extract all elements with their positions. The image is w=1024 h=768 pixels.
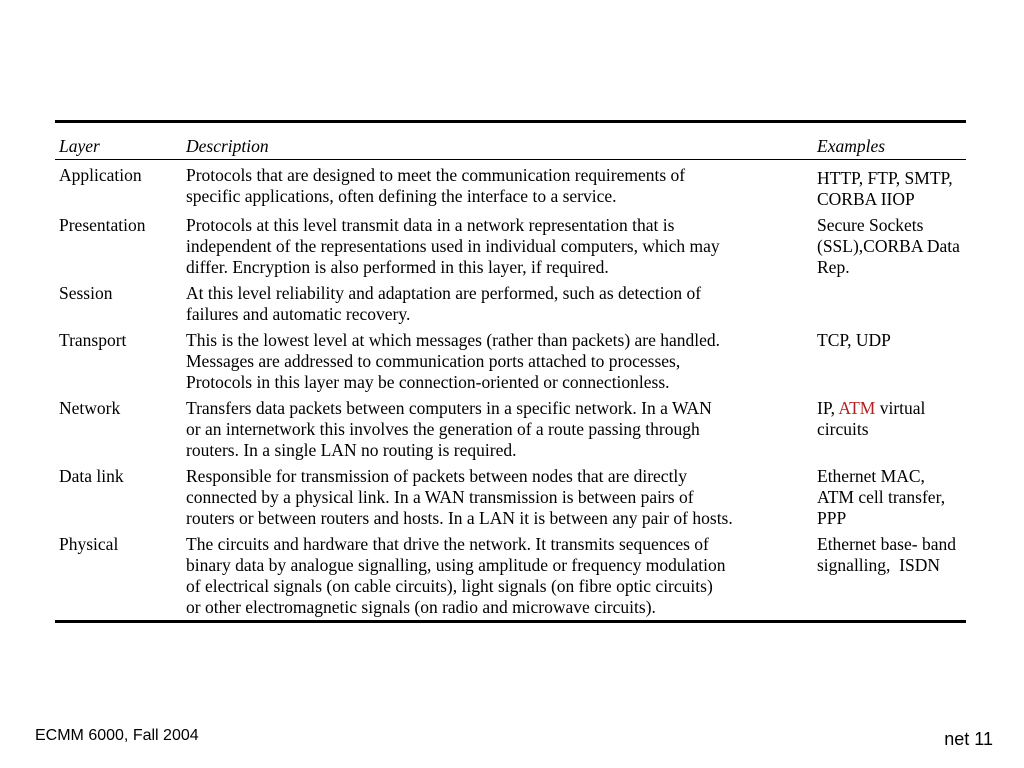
table-row — [55, 160, 966, 210]
example-line: Rep. — [817, 257, 850, 277]
layer-examples — [817, 398, 966, 461]
description-line: failures and automatic recovery. — [186, 304, 411, 324]
highlighted-example: ATM — [838, 398, 876, 418]
description-line: connected by a physical link. In a WAN transmission is between pairs of — [186, 487, 694, 507]
description-line: Protocols that are designed to meet the communication requirements of — [186, 165, 686, 185]
example-line: signalling, ISDN — [817, 555, 940, 575]
layer-name: Network — [59, 398, 121, 418]
example-line: (SSL),CORBA Data — [817, 236, 960, 256]
footer-course: ECMM 6000, Fall 2004 — [35, 727, 199, 744]
example-line — [817, 398, 966, 419]
example-line: CORBA IIOP — [817, 189, 915, 209]
layer-examples — [817, 283, 966, 325]
description-line: routers. In a single LAN no routing is required. — [186, 440, 517, 460]
layer-examples — [817, 466, 966, 529]
layer-description — [186, 466, 817, 529]
header-description: Description — [186, 136, 269, 156]
example-suffix: virtual — [875, 398, 926, 418]
description-line: binary data by analogue signalling, using amplitude or frequency modulation — [186, 555, 726, 575]
table-row — [55, 461, 966, 529]
description-line: of electrical signals (on cable circuits), light signals (on fibre optic circuits) — [186, 576, 713, 596]
layer-description — [186, 534, 817, 618]
layer-name: Application — [59, 165, 142, 185]
example-line: Ethernet MAC, — [817, 466, 925, 486]
table-row — [55, 393, 966, 461]
example-prefix: IP, — [817, 398, 839, 418]
header-examples: Examples — [817, 136, 886, 156]
table-header-row — [55, 123, 966, 160]
description-line: Messages are addressed to communication ports attached to processes, — [186, 351, 681, 371]
layer-examples — [817, 534, 966, 618]
layer-name: Presentation — [59, 215, 146, 235]
layer-examples — [817, 330, 966, 393]
description-line: independent of the representations used in individual computers, which may — [186, 236, 720, 256]
layer-description — [186, 398, 817, 461]
header-layer: Layer — [59, 136, 100, 156]
layer-examples — [817, 165, 966, 210]
description-line: Transfers data packets between computers in a specific network. In a WAN — [186, 398, 712, 418]
description-line: differ. Encryption is also performed in this layer, if required. — [186, 257, 609, 277]
footer-page-number: net 11 — [944, 729, 993, 749]
layer-name: Session — [59, 283, 113, 303]
layer-description — [186, 330, 817, 393]
layer-examples — [817, 215, 966, 278]
table-row — [55, 210, 966, 278]
description-line: or other electromagnetic signals (on radio and microwave circuits). — [186, 597, 656, 617]
description-line: Responsible for transmission of packets between nodes that are directly — [186, 466, 688, 486]
example-line: HTTP, FTP, SMTP, — [817, 168, 953, 188]
description-line: routers or between routers and hosts. In a LAN it is between any pair of hosts. — [186, 508, 733, 528]
layer-description — [186, 165, 817, 210]
example-line: Secure Sockets — [817, 215, 924, 235]
layer-description — [186, 283, 817, 325]
example-line: Ethernet base- band — [817, 534, 956, 554]
description-line: At this level reliability and adaptation are performed, such as detection of — [186, 283, 702, 303]
description-line: specific applications, often defining the interface to a service. — [186, 186, 617, 206]
table-row — [55, 529, 966, 620]
osi-layers-table — [55, 120, 966, 623]
table-row — [55, 325, 966, 393]
layer-name: Data link — [59, 466, 124, 486]
layer-description — [186, 215, 817, 278]
table-row — [55, 278, 966, 325]
example-line: circuits — [817, 419, 869, 439]
layer-name: Physical — [59, 534, 119, 554]
example-line: PPP — [817, 508, 847, 528]
layer-name: Transport — [59, 330, 127, 350]
description-line: Protocols at this level transmit data in a network representation that is — [186, 215, 675, 235]
description-line: Protocols in this layer may be connection-oriented or connectionless. — [186, 372, 670, 392]
example-line: ATM cell transfer, — [817, 487, 946, 507]
description-line: The circuits and hardware that drive the network. It transmits sequences of — [186, 534, 709, 554]
description-line: This is the lowest level at which messages (rather than packets) are handled. — [186, 330, 721, 350]
description-line: or an internetwork this involves the generation of a route passing through — [186, 419, 700, 439]
example-line: TCP, UDP — [817, 330, 891, 350]
